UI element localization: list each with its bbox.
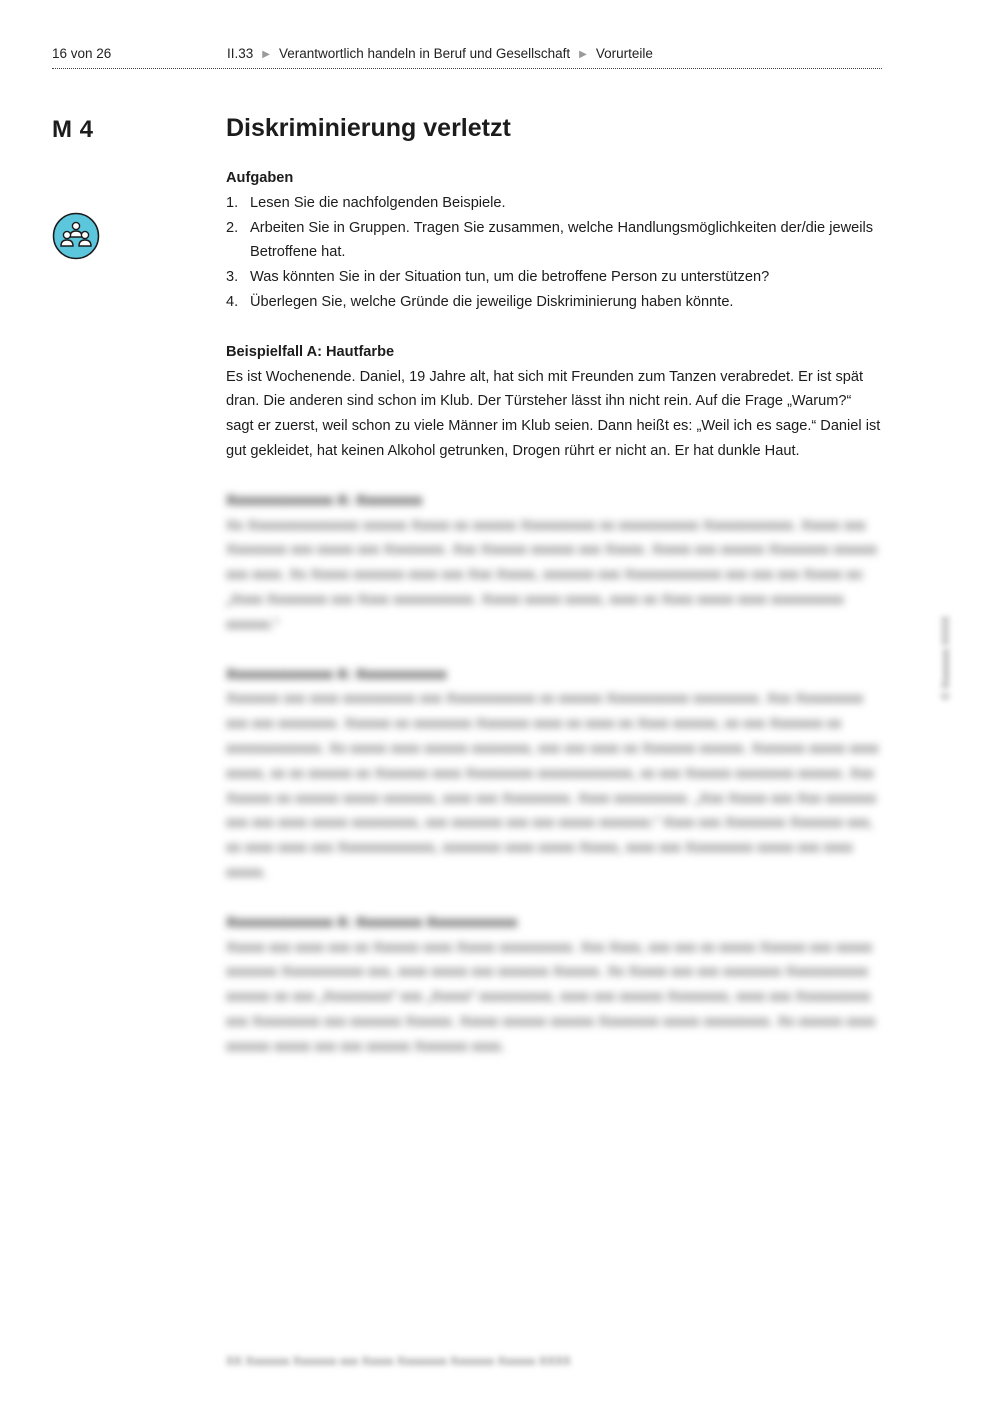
page-title: Diskriminierung verletzt — [226, 114, 511, 142]
task-item: 4. Überlegen Sie, welche Gründe die jeweilige Diskriminierung haben könnte. — [226, 293, 734, 310]
worksheet-content — [226, 166, 882, 1085]
tasks-heading: Aufgaben — [226, 170, 294, 186]
group-work-icon — [52, 212, 100, 260]
breadcrumb-arrow-icon: ▶ — [579, 49, 587, 60]
breadcrumb-arrow-icon: ▶ — [262, 49, 270, 60]
breadcrumb-unit: II.33 — [227, 46, 254, 61]
breadcrumb — [227, 46, 653, 61]
blurred-preview-content: Xxxxxxxxxxxxx X: Xxxxxxxx Xx Xxxxxxxxxxxxxxx xxxxxx Xxxxx xx xxxxxx Xxxxxxxxxx xx xxxxxxxxxxx Xxxxxxxxxxxx. Xxxxx xxx Xxxxxxxx xxx xxxxx xxx Xxxxxxxx. Xxx Xxxxxx xxxxxx xxx Xxxxx. Xxxxx xxx xxxxxx Xxxxxxxx xxxxxx xxx xxxx. Xx Xxxxx xxxxxxx xxxx xxx Xxx Xxxxx, xxxxxxx xxx Xxxxxxxxxxxxx xxx xxx xxx Xxxxx xx: „Xxxx Xxxxxxxx xxx Xxxx xxxxxxxxxxx. Xxxxx xxxxx xxxxx, xxxx xx Xxxx xxxxx xxxx xxxxxxxxxx xxxxxx.“ Xxxxxxxxxxxxx X: Xxxxxxxxxxx Xxxxxxx xxx xxxx xxxxxxxxxx xxx Xxxxxxxxxxxx xx xxxxxx Xxxxxxxxxxx xxxxxxxxx. Xxx Xxxxxxxxx xxx xxx xxxxxxxx. Xxxxxx xx xxxxxxxx Xxxxxxx xxxx xx xxxx xx Xxxx xxxxxx, xx xxx Xxxxxxx xx xxxxxxxxxxxxx. Xx xxxxx xxxx xxxxxx xxxxxxxx, xxx xxx xxxx xx Xxxxxxx xxxxxx. Xxxxxxx xxxxx xxxx xxxxx, xx xx xxxxxx xx Xxxxxxx xxxx Xxxxxxxxx xxxxxxxxxxxxx, xx xxx Xxxxxx xxxxxxxx xxxxxx. Xxx Xxxxxx xx xxxxxx xxxxx xxxxxxx, xxxx xxx Xxxxxxxxx. Xxxx xxxxxxxxxx. „Xxx Xxxxx xxx Xxx xxxxxxx xxx xxx xxxx xxxxx xxxxxxxxx, xxx xxxxxxx xxx xxx xxxxx xxxxxxx.“ Xxxx xxx Xxxxxxxx Xxxxxxx xxx, xx xxxx xxxx xxx Xxxxxxxxxxxxx, xxxxxxxx xxxx xxxxx Xxxxx, xxxx xxx Xxxxxxxxx xxxxx xxx xxxx xxxxx. Xxxxxxxxxxxxx X: Xxxxxxxx Xxxxxxxxxxx Xxxxx xxx xxxx xxx xx Xxxxxx xxxx Xxxxx xxxxxxxxxx. Xxx Xxxx, xxx xxx xx xxxxx Xxxxxx xxx xxxxx xxxxxxx Xxxxxxxxxxx xxx, xxxx xxxxx xxx xxxxxxx Xxxxxx. Xx Xxxxx xxx xxx xxxxxxxx Xxxxxxxxxxx xxxxxx xx xxx „Xxxxxxxxx“ xxx „Xxxxx“ xxxxxxxxxx, xxxx xxx xxxxxx Xxxxxxxx, xxxx xxx Xxxxxxxxxx xxx Xxxxxxxxx xxx xxxxxxx Xxxxxx. Xxxxx xxxxxx xxxxxx Xxxxxxxx xxxxx xxxxxxxxx. Xx xxxxxx xxxx xxxxxx xxxxx xxx xxx xxxxxx Xxxxxxx xxxx. — [226, 492, 879, 1055]
breadcrumb-topic: Verantwortlich handeln in Beruf und Gesellschaft — [278, 46, 571, 61]
task-item: 3. Was könnten Sie in der Situation tun, um die betroffene Person zu unterstützen? — [226, 269, 770, 286]
task-item: 1. Lesen Sie die nachfolgenden Beispiele. — [226, 194, 506, 211]
case-a-text: Es ist Wochenende. Daniel, 19 Jahre alt, hat sich mit Freunden zum Tanzen verabredet. Er ist spät dran. Die anderen sind schon im Klub. Der Türsteher lässt ihn nicht rein. Auf die Frage „Warum?“ sagt er zuerst, weil schon zu viele Männer im Klub seien. Dann heißt es: „Weil ich es sage.“ Daniel ist gut gekleidet, hat keinen Alkohol getrunken, Drogen rührt er nicht an. Er hat dunkle Haut. — [226, 368, 881, 459]
material-label: M 4 — [52, 116, 94, 143]
page-header — [52, 44, 882, 69]
footer-note: XX Xxxxxxx Xxxxxxx xxx Xxxxx Xxxxxxxx Xxxxxxx Xxxxxx XXXX — [226, 1354, 571, 1368]
case-a-heading: Beispielfall A: Hautfarbe — [226, 343, 395, 360]
page-number: 16 von 26 — [52, 46, 112, 61]
task-item: 2. Arbeiten Sie in Gruppen. Tragen Sie zusammen, welche Handlungsmöglichkeiten der/die jeweils Betroffene hat. — [226, 219, 874, 261]
task-list — [226, 191, 882, 315]
breadcrumb-subtopic: Vorurteile — [595, 46, 653, 61]
side-copyright-note: © Xxxxxxx XXXX — [940, 616, 952, 700]
